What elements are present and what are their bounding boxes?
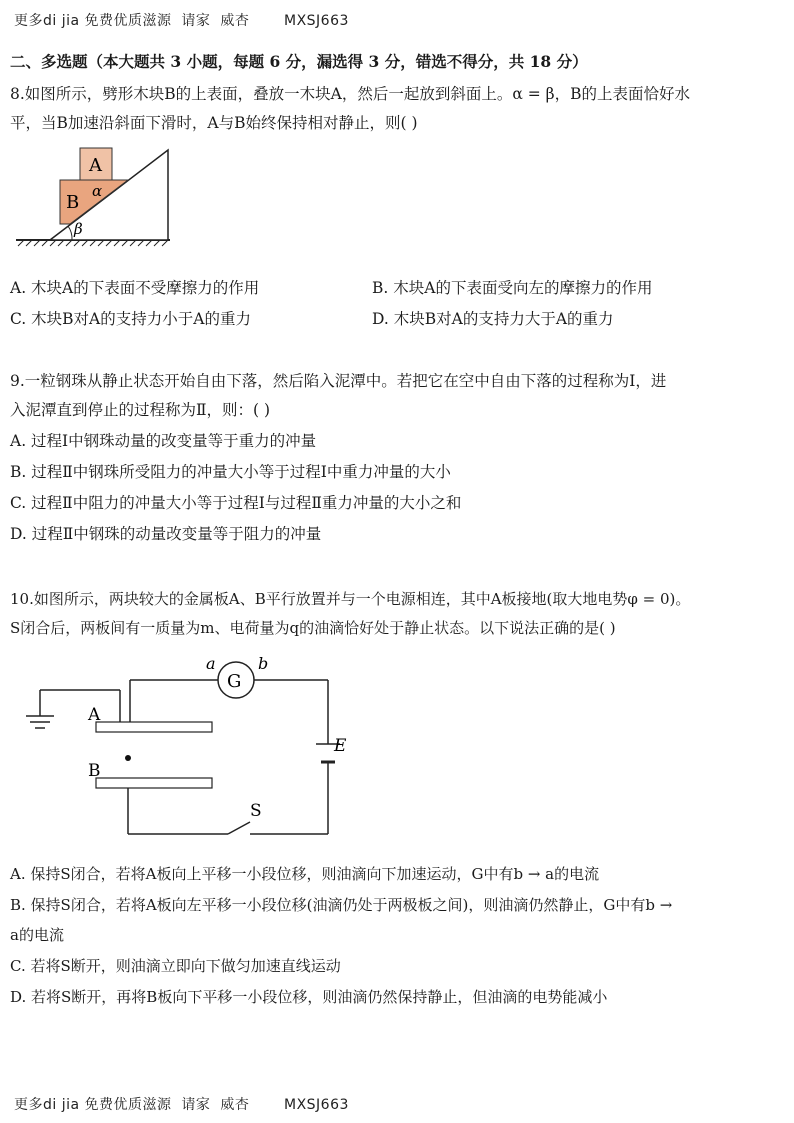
label-plate-a: A xyxy=(88,705,101,725)
q10-option-c: C. 若将S断开，则油滴立即向下做匀加速直线运动 xyxy=(10,957,341,975)
q8-line-1: 8.如图所示，劈形木块B的上表面，叠放一木块A，然后一起放到斜面上。α = β，B的上表面恰好水 xyxy=(10,85,691,103)
q10-option-b-line-2: a的电流 xyxy=(10,926,64,944)
q8-option-b: B. 木块A的下表面受向左的摩擦力的作用 xyxy=(372,279,653,297)
label-alpha: α xyxy=(92,182,103,200)
q10-option-d: D. 若将S断开，再将B板向下平移一小段位移，则油滴仍然保持静止，但油滴的电势能减小 xyxy=(10,988,608,1006)
label-b: b xyxy=(258,654,269,673)
q9-option-d: D. 过程Ⅱ中钢珠的动量改变量等于阻力的冲量 xyxy=(10,525,322,543)
section-title: 二、多选题（本大题共 3 小题，每题 6 分，漏选得 3 分，错选不得分，共 18 分） xyxy=(10,52,588,71)
plate-b xyxy=(96,778,212,788)
q10-figure-circuit xyxy=(10,650,347,850)
q8-option-a: A. 木块A的下表面不受摩擦力的作用 xyxy=(10,279,260,297)
label-block-a: A xyxy=(89,155,102,176)
q8-option-d: D. 木块B对A的支持力大于A的重力 xyxy=(372,310,614,328)
oil-droplet xyxy=(125,755,131,761)
page-header: 更多di jia 免费优质滋源 请家 威杏 MXSJ663 xyxy=(14,13,349,29)
label-a: a xyxy=(206,654,216,673)
q8-line-2: 平，当B加速沿斜面下滑时，A与B始终保持相对静止，则( ) xyxy=(10,114,418,132)
label-emf: E xyxy=(334,736,347,756)
q9-option-b: B. 过程Ⅱ中钢珠所受阻力的冲量大小等于过程Ⅰ中重力冲量的大小 xyxy=(10,463,451,481)
q10-line-1: 10.如图所示，两块较大的金属板A、B平行放置并与一个电源相连，其中A板接地(取大地电势φ = 0)。 xyxy=(10,590,691,608)
q9-option-a: A. 过程Ⅰ中钢珠动量的改变量等于重力的冲量 xyxy=(10,432,317,450)
q9-option-c: C. 过程Ⅱ中阻力的冲量大小等于过程Ⅰ与过程Ⅱ重力冲量的大小之和 xyxy=(10,494,462,512)
label-block-b: B xyxy=(66,192,80,213)
q8-option-c: C. 木块B对A的支持力小于A的重力 xyxy=(10,310,251,328)
label-switch: S xyxy=(250,801,262,821)
plate-a xyxy=(96,722,212,732)
q8-figure-incline xyxy=(10,140,180,260)
label-plate-b: B xyxy=(88,761,101,781)
q10-line-2: S闭合后，两板间有一质量为m、电荷量为q的油滴恰好处于静止状态。以下说法正确的是( ) xyxy=(10,619,616,637)
page-footer: 更多di jia 免费优质滋源 请家 威杏 MXSJ663 xyxy=(14,1097,349,1113)
q10-option-b-line-1: B. 保持S闭合，若将A板向左平移一小段位移(油滴仍处于两极板之间)，则油滴仍然静止，G中有b → xyxy=(10,896,673,914)
q9-line-2: 入泥潭直到停止的过程称为Ⅱ，则：( ) xyxy=(10,401,271,419)
q10-option-a: A. 保持S闭合，若将A板向上平移一小段位移，则油滴向下加速运动，G中有b → a的电流 xyxy=(10,865,600,883)
q9-line-1: 9.一粒钢珠从静止状态开始自由下落，然后陷入泥潭中。若把它在空中自由下落的过程称为Ⅰ，进 xyxy=(10,372,667,390)
label-galvanometer: G xyxy=(227,671,242,692)
label-beta: β xyxy=(74,220,83,238)
